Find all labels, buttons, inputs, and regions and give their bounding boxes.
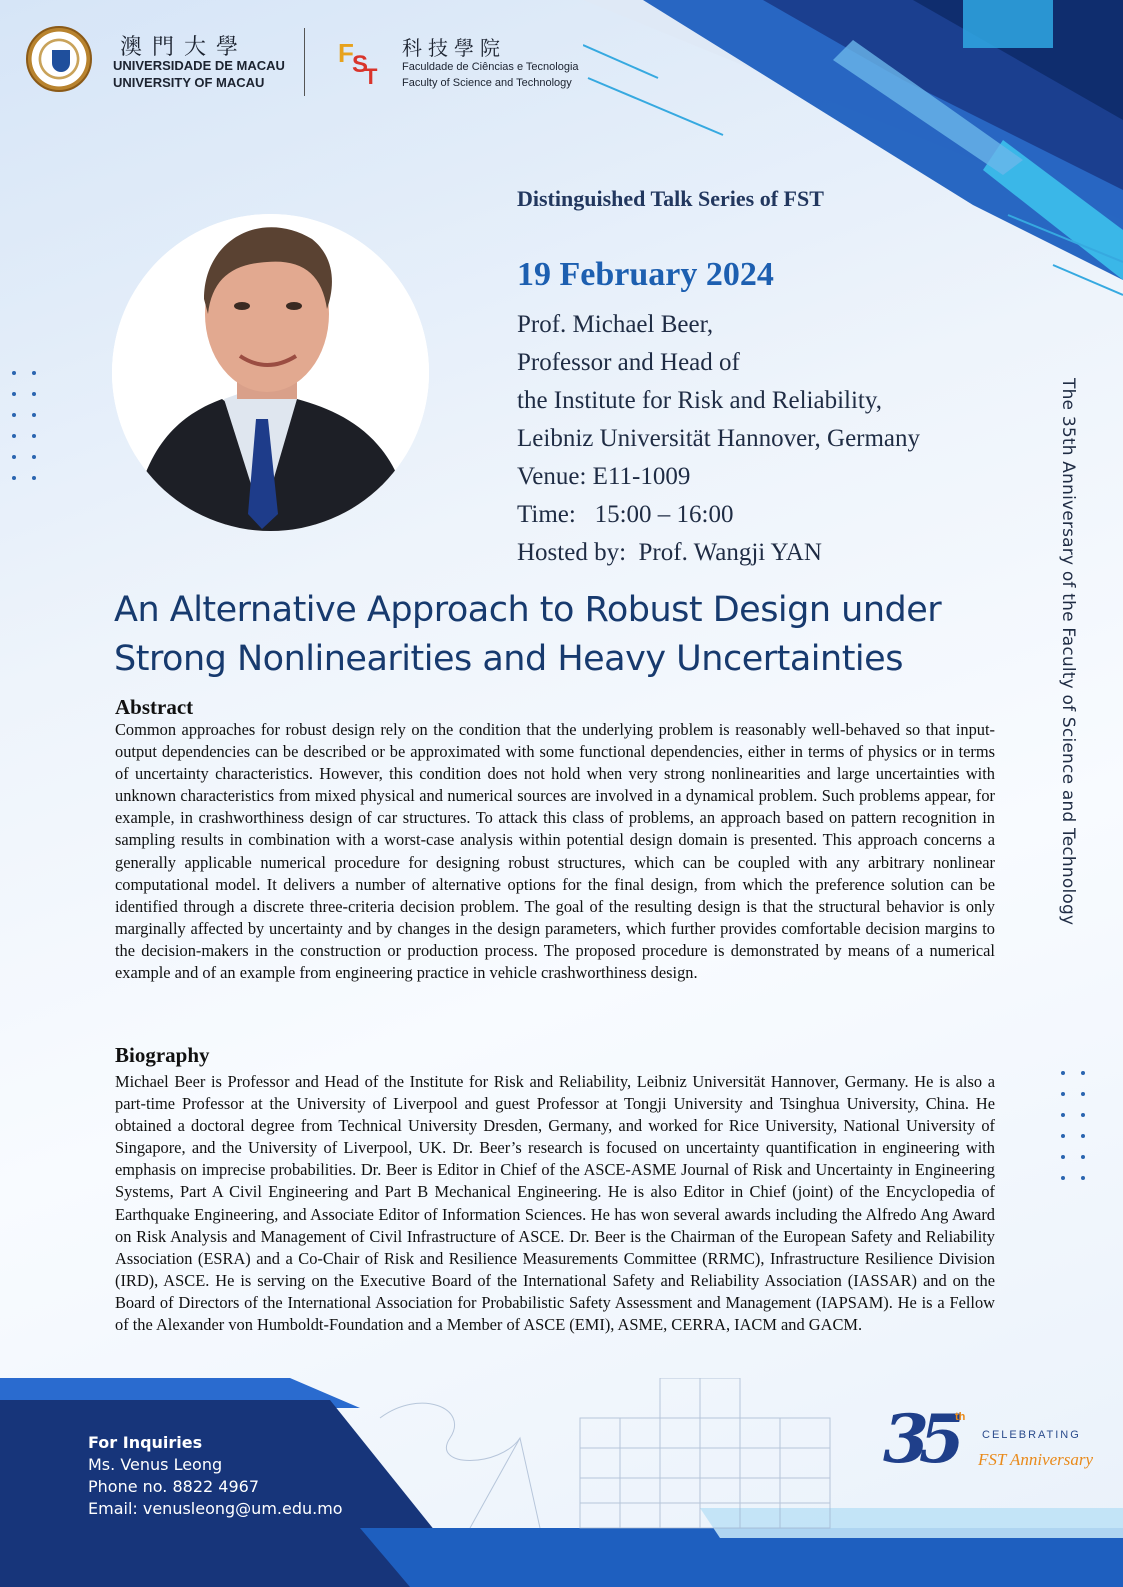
- contact-email[interactable]: Email: venusleong@um.edu.mo: [88, 1499, 343, 1518]
- abstract-text: Common approaches for robust design rely on the condition that the underlying problem is reasonably well-behaved so that input-output dependencies can be described or be approximated with some functional dependencies, either in terms of physics or in terms of uncertainty characteristics. However, this condition does not hold when very strong nonlinearities and large uncertainties with unknown characteristics from mixed physical and numerical sources are involved in a dynamical problem. Such problems appear, for example, in crashworthiness design of car structures. To attack this class of problems, an approach based on pattern recognition in sampling results in combination with a worst-case analysis within potential design domain is presented. This approach concerns a generally applicable numerical procedure for designing robust structures, which can be coupled with any arbitrary nonlinear computational model. It delivers a number of alternative options for the final design, from which the preference solution can be identified through a discrete three-criteria decision problem. The goal of the resulting design is that the structural behavior is only marginally affected by uncertainty and by changes in the design parameters, which further provides comfortable decision margins to the decision-makers in the construction or production process. The proposed procedure is demonstrated by means of a numerical example and of an example from engineering practice in vehicle crashworthiness design.: [115, 720, 995, 983]
- talk-series-label: Distinguished Talk Series of FST: [517, 186, 824, 211]
- anniversary-side-text: The 35th Anniversary of the Faculty of Science and Technology: [1058, 378, 1078, 926]
- fst-logo: [336, 34, 386, 90]
- inquiries-block: [88, 1432, 343, 1520]
- um-name-english: UNIVERSITY OF MACAU: [113, 75, 265, 90]
- host: Hosted by: Prof. Wangji YAN: [517, 539, 822, 566]
- fst-name-english: Faculty of Science and Technology: [402, 77, 572, 89]
- svg-text:S: S: [352, 51, 369, 78]
- fst-name-chinese: 科技學院: [402, 36, 506, 60]
- contact-name: Ms. Venus Leong: [88, 1455, 223, 1474]
- fst-name-portuguese: Faculdade de Ciências e Tecnologia: [402, 61, 579, 73]
- event-date: 19 February 2024: [517, 256, 774, 293]
- venue: Venue: E11-1009: [517, 463, 691, 490]
- talk-title-line: Strong Nonlinearities and Heavy Uncertainties: [114, 639, 903, 679]
- biography-text: Michael Beer is Professor and Head of the Institute for Risk and Reliability, Leibniz Universität Hannover, Germany. He is also a part-time Professor at the University of Liverpool and guest Professor at Tongji University and Tsinghua University, China. He obtained a doctoral degree from Technical University Dresden, Germany, and worked for Rice University, National University of Singapore, and the University of Liverpool, UK. Dr. Beer’s research is focused on uncertainty quantification in engineering with emphasis on imprecise probabilities. Dr. Beer is Editor in Chief of the ASCE-ASME Journal of Risk and Uncertainty in Engineering Systems, Part A Civil Engineering and Part B Mechanical Engineering. He is also Editor in Chief (joint) of the Encyclopedia of Earthquake Engineering, and Associate Editor of Information Sciences. He has won several awards including the Alfredo Ang Award on Risk Analysis and Management of Civil Infrastructure of ASCE. Dr. Beer is the Chairman of the European Safety and Reliability Association (ESRA) and a Co-Chair of Risk and Resilience Measurements Committee (RRMC), Infrastructure Resilience Division (IRD), ASCE. He is serving on the Executive Board of the International Safety and Reliability Association (IASSAR) and on the Board of Directors of the International Association for Probabilistic Safety Assessment and Management (IAPSAM). He is a Fellow of the Alexander von Humboldt-Foundation and a Member of ASCE (EMI), ASME, CERRA, IACM and GACM.: [115, 1072, 995, 1335]
- contact-phone: Phone no. 8822 4967: [88, 1477, 259, 1496]
- talk-title: [114, 586, 1014, 684]
- speaker-line: Prof. Michael Beer,: [517, 311, 714, 338]
- talk-title-line: An Alternative Approach to Robust Design under: [114, 590, 942, 630]
- speaker-line: Professor and Head of: [517, 349, 740, 376]
- event-info-block: [517, 306, 920, 572]
- speaker-line: Leibniz Universität Hannover, Germany: [517, 425, 921, 452]
- speaker-line: the Institute for Risk and Reliability,: [517, 387, 882, 414]
- anniversary-badge-suffix: th: [955, 1411, 966, 1423]
- inquiries-heading: For Inquiries: [88, 1433, 203, 1452]
- abstract-heading: Abstract: [115, 695, 194, 719]
- svg-text:T: T: [364, 64, 378, 89]
- anniversary-badge-fst: FST Anniversary: [978, 1450, 1094, 1469]
- svg-text:F: F: [338, 38, 354, 68]
- anniversary-badge-number: 35: [883, 1400, 955, 1478]
- time: Time: 15:00 – 16:00: [517, 501, 734, 528]
- header-divider: [304, 28, 305, 96]
- university-seal-logo: [26, 26, 92, 92]
- dot-pattern-left: [12, 371, 52, 480]
- anniversary-badge-celebrating: CELEBRATING: [982, 1429, 1081, 1441]
- um-name-chinese: 澳門大學: [120, 35, 249, 60]
- biography-heading: Biography: [115, 1043, 210, 1067]
- dot-pattern-right: [1061, 1071, 1101, 1180]
- speaker-photo: [112, 214, 429, 531]
- um-name-portuguese: UNIVERSIDADE DE MACAU: [113, 58, 285, 73]
